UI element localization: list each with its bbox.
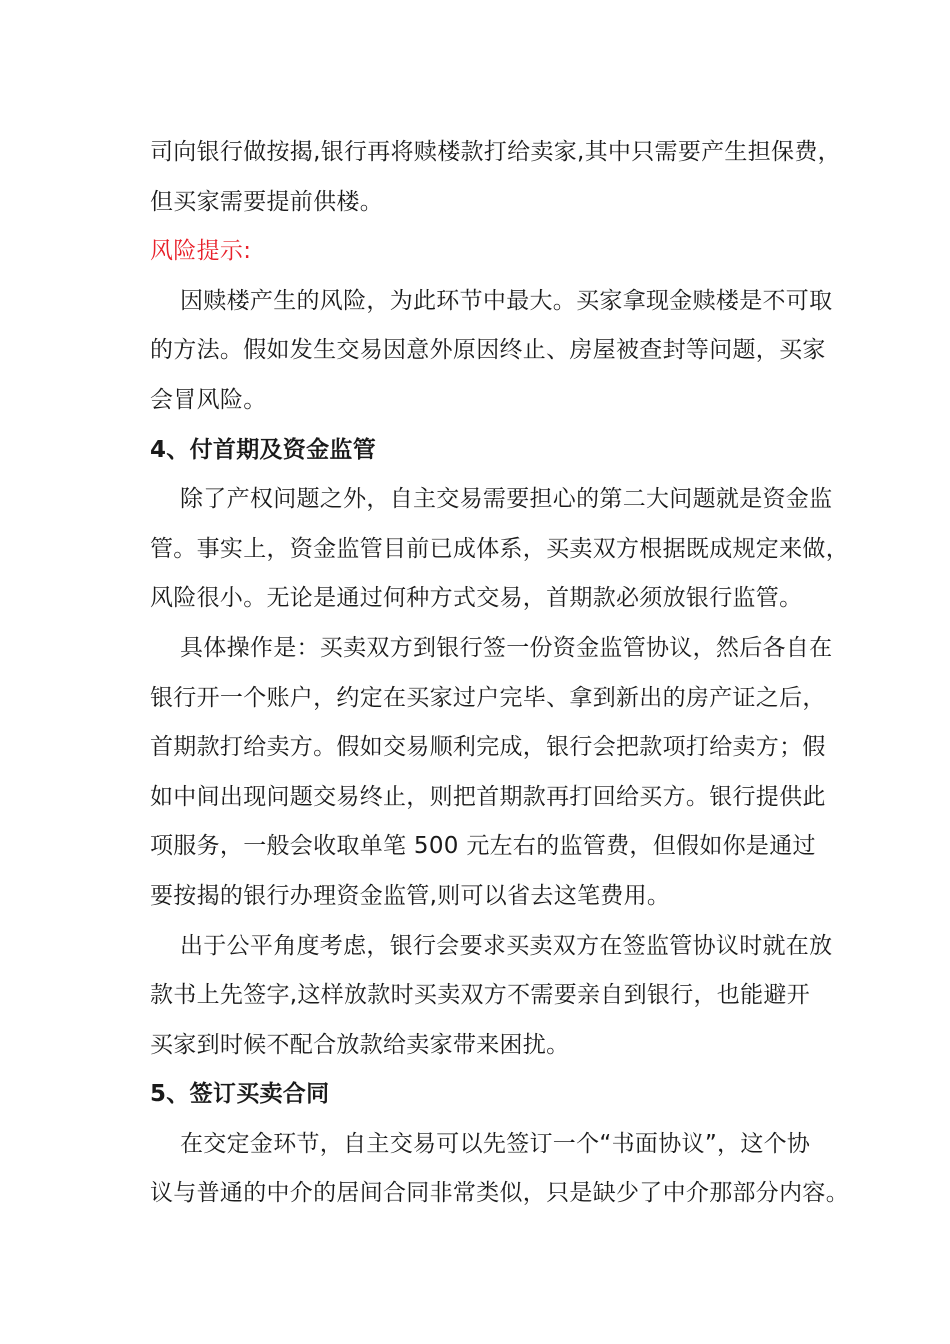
section-heading: 4、付首期及资金监管 xyxy=(150,436,377,463)
section-heading: 5、签订买卖合同 xyxy=(150,1081,330,1108)
risk-notice-label: 风险提示: xyxy=(150,238,252,265)
paragraph-line: 风险很小。无论是通过何种方式交易，首期款必须放银行监管。 xyxy=(150,585,803,612)
paragraph-line: 首期款打给卖方。假如交易顺利完成，银行会把款项打给卖方；假 xyxy=(150,734,826,761)
paragraph-line: 项服务，一般会收取单笔 500 元左右的监管费，但假如你是通过 xyxy=(150,833,816,860)
paragraph-line: 因赎楼产生的风险，为此环节中最大。买家拿现金赎楼是不可取 xyxy=(180,287,833,314)
paragraph-line: 议与普通的中介的居间合同非常类似，只是缺少了中介那部分内容。 xyxy=(150,1180,849,1207)
paragraph-line: 款书上先签字,这样放款时买卖双方不需要亲自到银行，也能避开 xyxy=(150,982,811,1009)
document-body xyxy=(150,128,870,1219)
paragraph-line: 在交定金环节，自主交易可以先签订一个“书面协议”，这个协 xyxy=(180,1130,811,1157)
paragraph-line: 的方法。假如发生交易因意外原因终止、房屋被查封等问题，买家 xyxy=(150,337,826,364)
paragraph-line: 司向银行做按揭,银行再将赎楼款打给卖家,其中只需要产生担保费， xyxy=(150,139,841,165)
paragraph-line: 但买家需要提前供楼。 xyxy=(150,188,383,215)
paragraph-line: 会冒风险。 xyxy=(150,386,267,413)
paragraph-line: 除了产权问题之外，自主交易需要担心的第二大问题就是资金监 xyxy=(180,486,833,513)
paragraph-line: 管。事实上，资金监管目前已成体系，买卖双方根据既成规定来做， xyxy=(150,535,849,562)
paragraph-line: 银行开一个账户，约定在买家过户完毕、拿到新出的房产证之后， xyxy=(150,684,826,711)
paragraph-line: 出于公平角度考虑，银行会要求买卖双方在签监管协议时就在放 xyxy=(180,932,833,959)
paragraph-line: 买家到时候不配合放款给卖家带来困扰。 xyxy=(150,1031,570,1058)
paragraph-line: 要按揭的银行办理资金监管,则可以省去这笔费用。 xyxy=(150,882,671,909)
paragraph-line: 具体操作是：买卖双方到银行签一份资金监管协议，然后各自在 xyxy=(180,634,833,661)
paragraph-line: 如中间出现问题交易终止，则把首期款再打回给买方。银行提供此 xyxy=(150,783,826,810)
